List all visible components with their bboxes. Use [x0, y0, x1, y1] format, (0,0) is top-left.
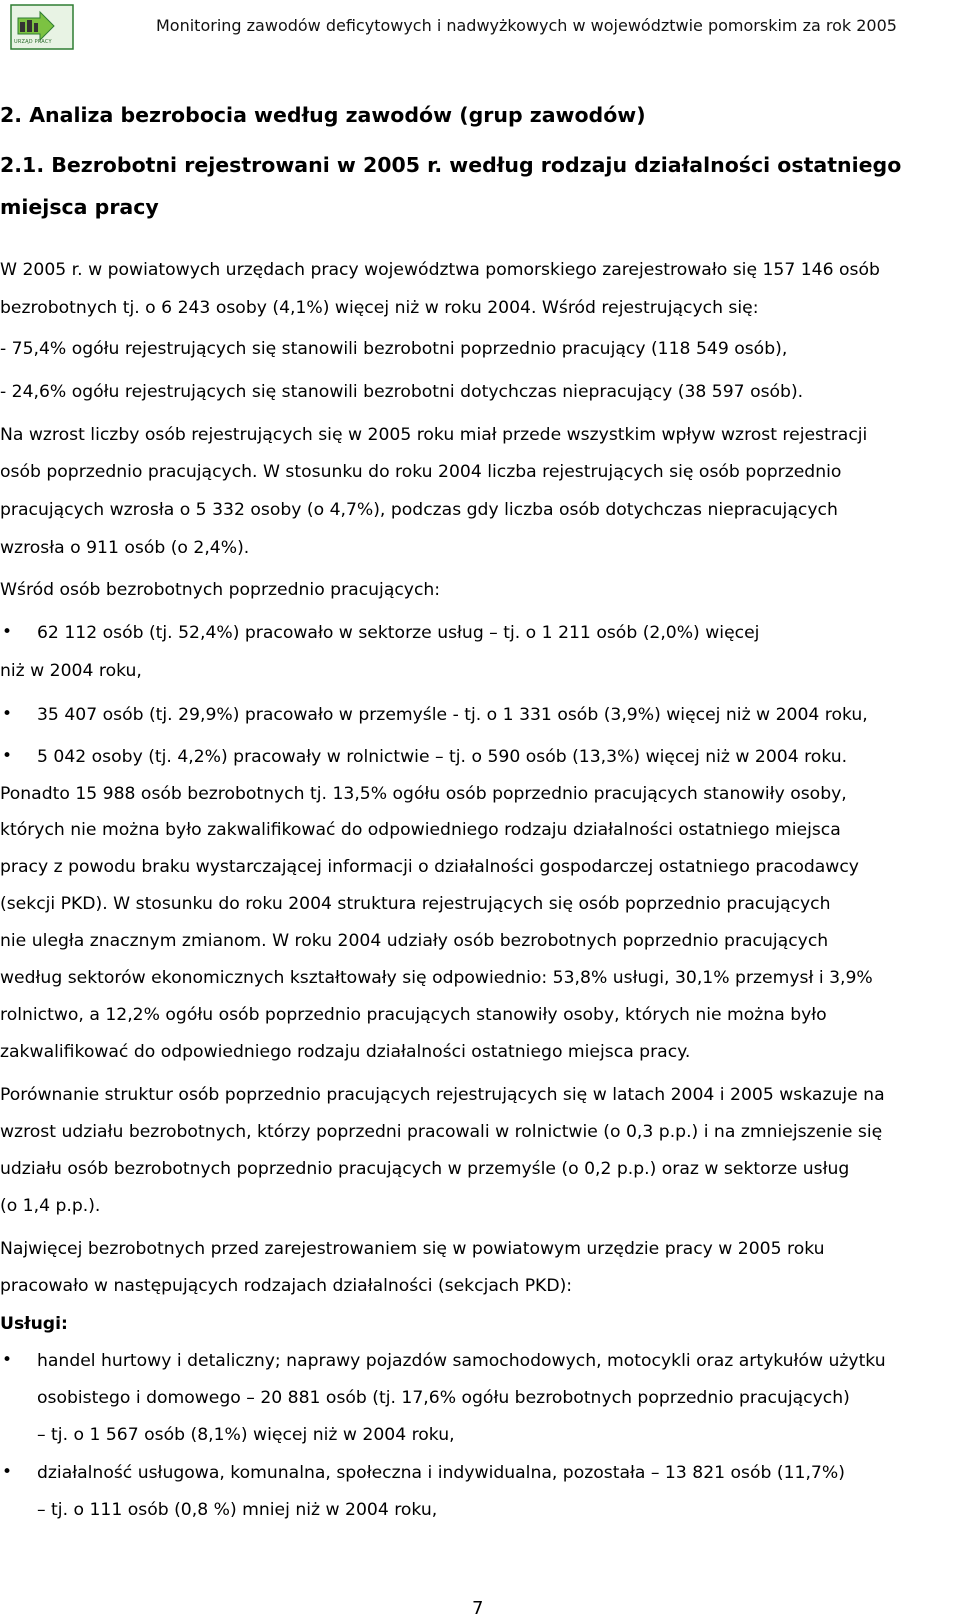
- bullet-marker: •: [2, 1350, 13, 1370]
- paragraph-line: pracowało w następujących rodzajach działalności (sekcjach PKD):: [0, 1276, 573, 1296]
- bullet-item-line: działalność usługowa, komunalna, społeczna i indywidualna, pozostała – 13 821 osób (11,7%): [37, 1463, 845, 1483]
- document-header-title: Monitoring zawodów deficytowych i nadwyżkowych w województwie pomorskim za rok 2005: [156, 16, 897, 35]
- paragraph-line: bezrobotnych tj. o 6 243 osoby (4,1%) więcej niż w roku 2004. Wśród rejestrujących się:: [0, 298, 759, 318]
- page-number: 7: [472, 1598, 484, 1619]
- bullet-item-line: 35 407 osób (tj. 29,9%) pracowało w przemyśle - tj. o 1 331 osób (3,9%) więcej niż w 2004 roku,: [37, 705, 868, 725]
- paragraph-line: których nie można było zakwalifikować do odpowiedniego rodzaju działalności ostatniego miejsca: [0, 820, 841, 840]
- paragraph-line: nie uległa znacznym zmianom. W roku 2004 udziały osób bezrobotnych poprzednio pracujących: [0, 931, 829, 951]
- page-header: [0, 0, 960, 60]
- paragraph-line: udziału osób bezrobotnych poprzednio pracujących w przemyśle (o 0,2 p.p.) oraz w sektorze usług: [0, 1159, 850, 1179]
- paragraph-line: Najwięcej bezrobotnych przed zarejestrowaniem się w powiatowym urzędzie pracy w 2005 roku: [0, 1239, 825, 1259]
- paragraph-line: (o 1,4 p.p.).: [0, 1196, 101, 1216]
- paragraph-line: Ponadto 15 988 osób bezrobotnych tj. 13,5% ogółu osób poprzednio pracujących stanowiły osoby,: [0, 784, 847, 804]
- paragraph-line: Na wzrost liczby osób rejestrujących się w 2005 roku miał przede wszystkim wpływ wzrost rejestracji: [0, 425, 868, 445]
- subsection-heading-line-1: 2.1. Bezrobotni rejestrowani w 2005 r. według rodzaju działalności ostatniego: [0, 153, 902, 177]
- bullet-item-line: 5 042 osoby (tj. 4,2%) pracowały w rolnictwie – tj. o 590 osób (13,3%) więcej niż w 2004 roku.: [37, 747, 848, 767]
- bullet-item-line: 62 112 osób (tj. 52,4%) pracowało w sektorze usług – tj. o 1 211 osób (2,0%) więcej: [37, 623, 760, 643]
- paragraph-line: pracujących wzrosła o 5 332 osoby (o 4,7%), podczas gdy liczba osób dotychczas niepracujących: [0, 500, 838, 520]
- paragraph-line: osób poprzednio pracujących. W stosunku do roku 2004 liczba rejestrujących się osób poprzednio: [0, 462, 842, 482]
- paragraph-line: rolnictwo, a 12,2% ogółu osób poprzednio pracujących stanowiły osoby, których nie można było: [0, 1005, 827, 1025]
- bullet-marker: •: [2, 622, 13, 642]
- paragraph-line: - 75,4% ogółu rejestrujących się stanowili bezrobotni poprzednio pracujący (118 549 osób),: [0, 339, 788, 359]
- bullet-marker: •: [2, 704, 13, 724]
- bullet-marker: •: [2, 746, 13, 766]
- paragraph-line: Porównanie struktur osób poprzednio pracujących rejestrujących się w latach 2004 i 2005 wskazuje na: [0, 1085, 885, 1105]
- paragraph-line: wzrost udziału bezrobotnych, którzy poprzedni pracowali w rolnictwie (o 0,3 p.p.) i na zmniejszenie się: [0, 1122, 883, 1142]
- paragraph-line: W 2005 r. w powiatowych urzędach pracy województwa pomorskiego zarejestrowało się 157 146 osób: [0, 260, 880, 280]
- paragraph-line: pracy z powodu braku wystarczającej informacji o działalności gospodarczej ostatniego pracodawcy: [0, 857, 859, 877]
- subsection-heading-line-2: miejsca pracy: [0, 195, 159, 219]
- paragraph-line: (sekcji PKD). W stosunku do roku 2004 struktura rejestrujących się osób poprzednio pracujących: [0, 894, 831, 914]
- section-heading: 2. Analiza bezrobocia według zawodów (grup zawodów): [0, 103, 646, 127]
- paragraph-line: - 24,6% ogółu rejestrujących się stanowili bezrobotni dotychczas niepracujący (38 597 osób).: [0, 382, 804, 402]
- paragraph-line: według sektorów ekonomicznych kształtowały się odpowiednio: 53,8% usługi, 30,1% przemysł i 3,9%: [0, 968, 873, 988]
- paragraph-line: Wśród osób bezrobotnych poprzednio pracujących:: [0, 580, 441, 600]
- bullet-item-line: handel hurtowy i detaliczny; naprawy pojazdów samochodowych, motocykli oraz artykułów użytku: [37, 1351, 886, 1371]
- paragraph-line: wzrosła o 911 osób (o 2,4%).: [0, 538, 250, 558]
- bullet-item-line: – tj. o 111 osób (0,8 %) mniej niż w 2004 roku,: [37, 1500, 438, 1520]
- paragraph-line: zakwalifikować do odpowiedniego rodzaju działalności ostatniego miejsca pracy.: [0, 1042, 691, 1062]
- bullet-item-line: niż w 2004 roku,: [0, 661, 142, 681]
- bullet-item-line: osobistego i domowego – 20 881 osób (tj. 17,6% ogółu bezrobotnych poprzednio pracujących): [37, 1388, 850, 1408]
- bullet-marker: •: [2, 1462, 13, 1482]
- bullet-item-line: – tj. o 1 567 osób (8,1%) więcej niż w 2004 roku,: [37, 1425, 455, 1445]
- services-label: Usługi:: [0, 1314, 68, 1334]
- logo-caption: URZĄD PRACY: [14, 39, 52, 45]
